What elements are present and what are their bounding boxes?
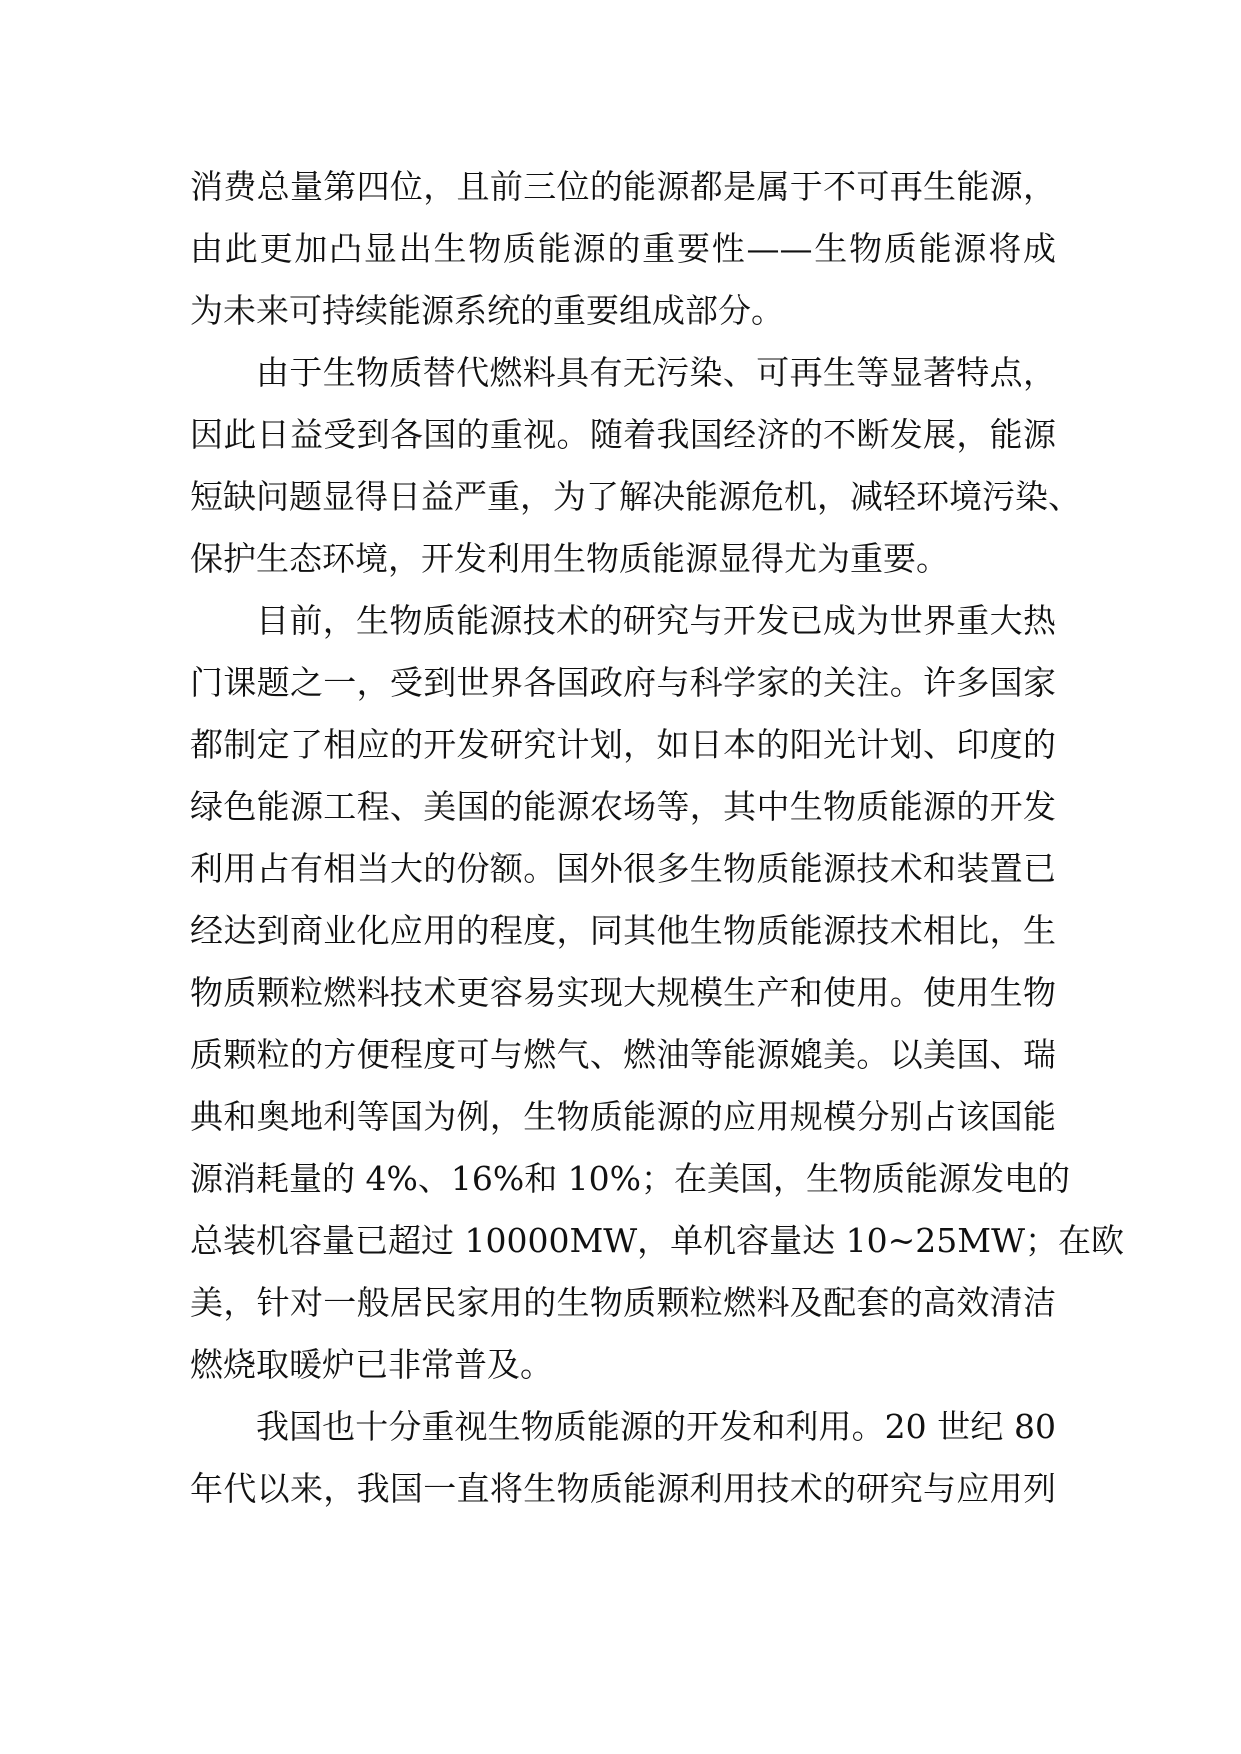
text-line: 保护生态环境，开发利用生物质能源显得尤为重要。: [190, 539, 949, 578]
text-line: 为未来可持续能源系统的重要组成部分。: [190, 291, 784, 330]
text-line: 物质颗粒燃料技术更容易实现大规模生产和使用。使用生物: [190, 973, 1056, 1012]
text-line: 我国也十分重视生物质能源的开发和利用。20 世纪 80: [256, 1407, 1056, 1446]
text-line: 都制定了相应的开发研究计划，如日本的阳光计划、印度的: [190, 725, 1056, 764]
text-line: 由于生物质替代燃料具有无污染、可再生等显著特点，: [256, 353, 1056, 392]
text-line: 燃烧取暖炉已非常普及。: [190, 1345, 553, 1384]
paragraph-4: [190, 1396, 1056, 1520]
paragraph-1: [190, 156, 1056, 342]
text-line: 经达到商业化应用的程度，同其他生物质能源技术相比，生: [190, 911, 1056, 950]
document-body: [190, 156, 1125, 1520]
text-line: 门课题之一，受到世界各国政府与科学家的关注。许多国家: [190, 663, 1056, 702]
text-line: 源消耗量的 4%、16%和 10%；在美国，生物质能源发电的: [190, 1159, 1071, 1198]
text-line: 由此更加凸显出生物质能源的重要性——生物质能源将成: [190, 229, 1056, 268]
text-line: 典和奥地利等国为例，生物质能源的应用规模分别占该国能: [190, 1097, 1056, 1136]
paragraph-2: [190, 342, 1081, 590]
text-line: 因此日益受到各国的重视。随着我国经济的不断发展，能源: [190, 415, 1056, 454]
text-line: 目前，生物质能源技术的研究与开发已成为世界重大热: [256, 601, 1056, 640]
text-line: 利用占有相当大的份额。国外很多生物质能源技术和装置已: [190, 849, 1056, 888]
text-line: 美，针对一般居民家用的生物质颗粒燃料及配套的高效清洁: [190, 1283, 1056, 1322]
paragraph-3: [190, 590, 1125, 1396]
text-line: 总装机容量已超过 10000MW，单机容量达 10~25MW；在欧: [190, 1221, 1125, 1260]
text-line: 消费总量第四位，且前三位的能源都是属于不可再生能源，: [190, 167, 1056, 206]
text-line: 年代以来，我国一直将生物质能源利用技术的研究与应用列: [190, 1469, 1056, 1508]
text-line: 质颗粒的方便程度可与燃气、燃油等能源媲美。以美国、瑞: [190, 1035, 1056, 1074]
text-line: 短缺问题显得日益严重，为了解决能源危机，减轻环境污染、: [190, 477, 1081, 516]
text-line: 绿色能源工程、美国的能源农场等，其中生物质能源的开发: [190, 787, 1056, 826]
